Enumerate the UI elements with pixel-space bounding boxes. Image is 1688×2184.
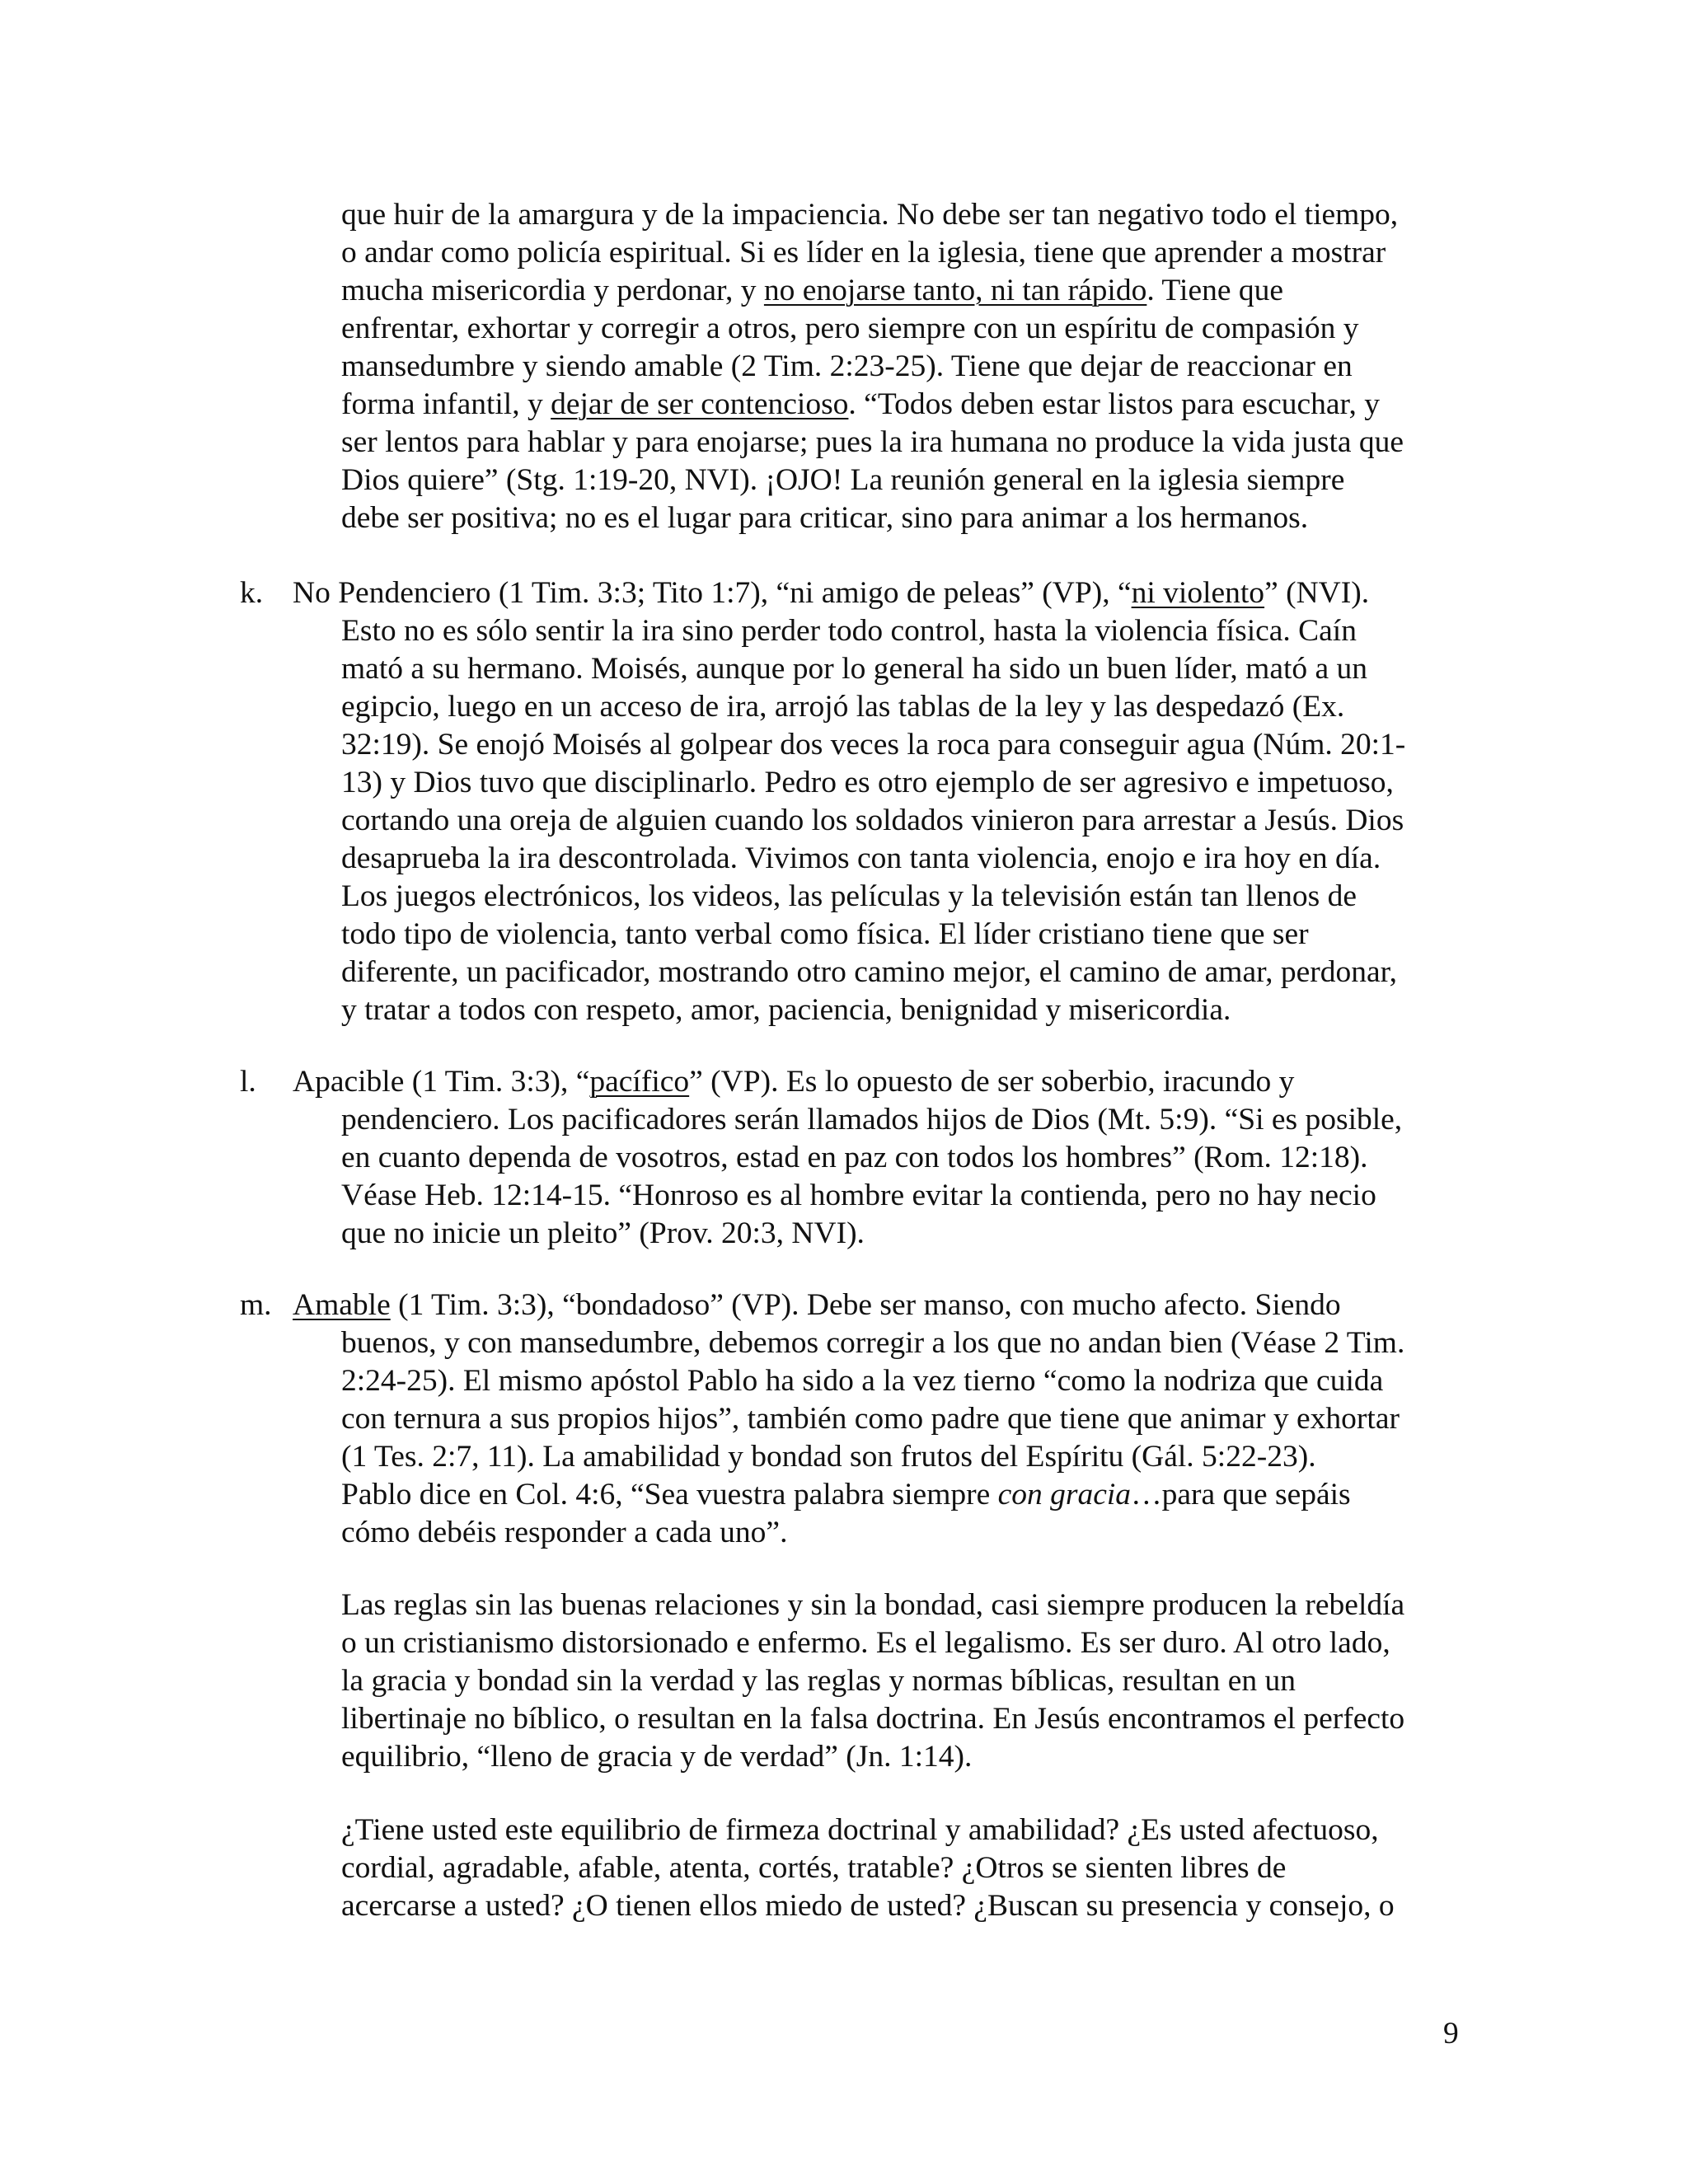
page-number: 9 <box>1443 2017 1459 2050</box>
text-run: ” (VP). Es lo opuesto de ser soberbio, iracundo y <box>689 1065 1295 1099</box>
underlined-phrase: dejar de ser contencioso <box>551 387 849 421</box>
underlined-phrase: Amable <box>293 1288 391 1322</box>
text-line: que no inicie un pleito” (Prov. 20:3, NVI). <box>341 1216 865 1250</box>
text-line: y tratar a todos con respeto, amor, paciencia, benignidad y misericordia. <box>341 993 1231 1027</box>
text-line: mansedumbre y siendo amable (2 Tim. 2:23-25). Tiene que dejar de reaccionar en <box>341 349 1353 383</box>
italic-phrase: con gracia <box>997 1478 1132 1511</box>
text-line: ser lentos para hablar y para enojarse; pues la ira humana no produce la vida justa que <box>341 425 1404 459</box>
text-line: debe ser positiva; no es el lugar para criticar, sino para animar a los hermanos. <box>341 501 1309 535</box>
text-line: cordial, agradable, afable, atenta, cortés, tratable? ¿Otros se sienten libres de <box>341 1851 1287 1885</box>
text-line: cortando una oreja de alguien cuando los soldados vinieron para arrestar a Jesús. Dios <box>341 804 1404 837</box>
text-line: la gracia y bondad sin la verdad y las reglas y normas bíblicas, resultan en un <box>341 1664 1296 1698</box>
text-line: pendenciero. Los pacificadores serán llamados hijos de Dios (Mt. 5:9). “Si es posible, <box>341 1103 1403 1137</box>
text-line: Las reglas sin las buenas relaciones y sin la bondad, casi siempre producen la rebeldía <box>341 1588 1405 1622</box>
text-line: egipcio, luego en un acceso de ira, arrojó las tablas de la ley y las despedazó (Ex. <box>341 690 1345 724</box>
text-line: con ternura a sus propios hijos”, también como padre que tiene que animar y exhortar <box>341 1402 1400 1436</box>
text-line: o andar como policía espiritual. Si es líder en la iglesia, tiene que aprender a mostrar <box>341 236 1386 269</box>
text-line <box>341 1476 1351 1514</box>
text-line: cómo debéis responder a cada uno”. <box>341 1516 788 1549</box>
text-line: 13) y Dios tuvo que disciplinarlo. Pedro es otro ejemplo de ser agresivo e impetuoso, <box>341 766 1394 799</box>
text-line: Esto no es sólo sentir la ira sino perder todo control, hasta la violencia física. Caín <box>341 614 1357 648</box>
text-run: . “Todos deben estar listos para escuchar, y <box>848 387 1381 421</box>
text-run: Apacible (1 Tim. 3:3), “ <box>293 1065 590 1099</box>
text-line: buenos, y con mansedumbre, debemos corregir a los que no andan bien (Véase 2 Tim. <box>341 1326 1405 1360</box>
text-run: ” (NVI). <box>1264 576 1370 610</box>
text-line: mató a su hermano. Moisés, aunque por lo general ha sido un buen líder, mató a un <box>341 652 1368 686</box>
text-line: desaprueba la ira descontrolada. Vivimos con tanta violencia, enojo e ira hoy en día. <box>341 841 1381 875</box>
text-line <box>341 272 1283 310</box>
text-line <box>293 574 1369 612</box>
text-run: (1 Tim. 3:3), “bondadoso” (VP). Debe ser manso, con mucho afecto. Siendo <box>390 1288 1341 1322</box>
text-line <box>341 386 1380 424</box>
text-run: . Tiene que <box>1146 274 1283 307</box>
list-marker: m. <box>240 1288 272 1322</box>
text-line: 32:19). Se enojó Moisés al golpear dos veces la roca para conseguir agua (Núm. 20:1- <box>341 728 1406 762</box>
text-run: No Pendenciero (1 Tim. 3:3; Tito 1:7), “ni amigo de peleas” (VP), “ <box>293 576 1132 610</box>
text-line: (1 Tes. 2:7, 11). La amabilidad y bondad son frutos del Espíritu (Gál. 5:22-23). <box>341 1440 1316 1474</box>
text-run: forma infantil, y <box>341 387 551 421</box>
text-line: acercarse a usted? ¿O tienen ellos miedo de usted? ¿Buscan su presencia y consejo, o <box>341 1889 1395 1923</box>
text-line: Los juegos electrónicos, los videos, las películas y la televisión están tan llenos de <box>341 879 1357 913</box>
text-run: mucha misericordia y perdonar, y <box>341 274 764 307</box>
text-line: ¿Tiene usted este equilibrio de firmeza doctrinal y amabilidad? ¿Es usted afectuoso, <box>341 1813 1379 1847</box>
text-line: equilibrio, “lleno de gracia y de verdad” (Jn. 1:14). <box>341 1740 973 1774</box>
text-line: 2:24-25). El mismo apóstol Pablo ha sido a la vez tierno “como la nodriza que cuida <box>341 1364 1384 1398</box>
text-line <box>293 1286 1341 1324</box>
list-marker: k. <box>240 576 264 610</box>
underlined-phrase: no enojarse tanto, ni tan rápido <box>763 274 1147 307</box>
list-marker: l. <box>240 1065 256 1099</box>
underlined-phrase: ni violento <box>1131 576 1265 610</box>
text-line: que huir de la amargura y de la impaciencia. No debe ser tan negativo todo el tiempo, <box>341 198 1399 232</box>
text-run: Pablo dice en Col. 4:6, “Sea vuestra palabra siempre <box>341 1478 998 1511</box>
text-line: o un cristianismo distorsionado e enfermo. Es el legalismo. Es ser duro. Al otro lado, <box>341 1626 1390 1660</box>
text-line: diferente, un pacificador, mostrando otro camino mejor, el camino de amar, perdonar, <box>341 955 1397 989</box>
text-line: Dios quiere” (Stg. 1:19-20, NVI). ¡OJO! La reunión general en la iglesia siempre <box>341 463 1345 497</box>
text-line: enfrentar, exhortar y corregir a otros, pero siempre con un espíritu de compasión y <box>341 312 1359 345</box>
text-line: todo tipo de violencia, tanto verbal como física. El líder cristiano tiene que ser <box>341 917 1309 951</box>
underlined-phrase: pacífico <box>589 1065 690 1099</box>
text-run: …para que sepáis <box>1131 1478 1351 1511</box>
text-line: libertinaje no bíblico, o resultan en la falsa doctrina. En Jesús encontramos el perfecto <box>341 1702 1405 1736</box>
text-line <box>293 1063 1294 1101</box>
text-line: en cuanto dependa de vosotros, estad en paz con todos los hombres” (Rom. 12:18). <box>341 1141 1368 1174</box>
text-line: Véase Heb. 12:14-15. “Honroso es al hombre evitar la contienda, pero no hay necio <box>341 1179 1376 1212</box>
